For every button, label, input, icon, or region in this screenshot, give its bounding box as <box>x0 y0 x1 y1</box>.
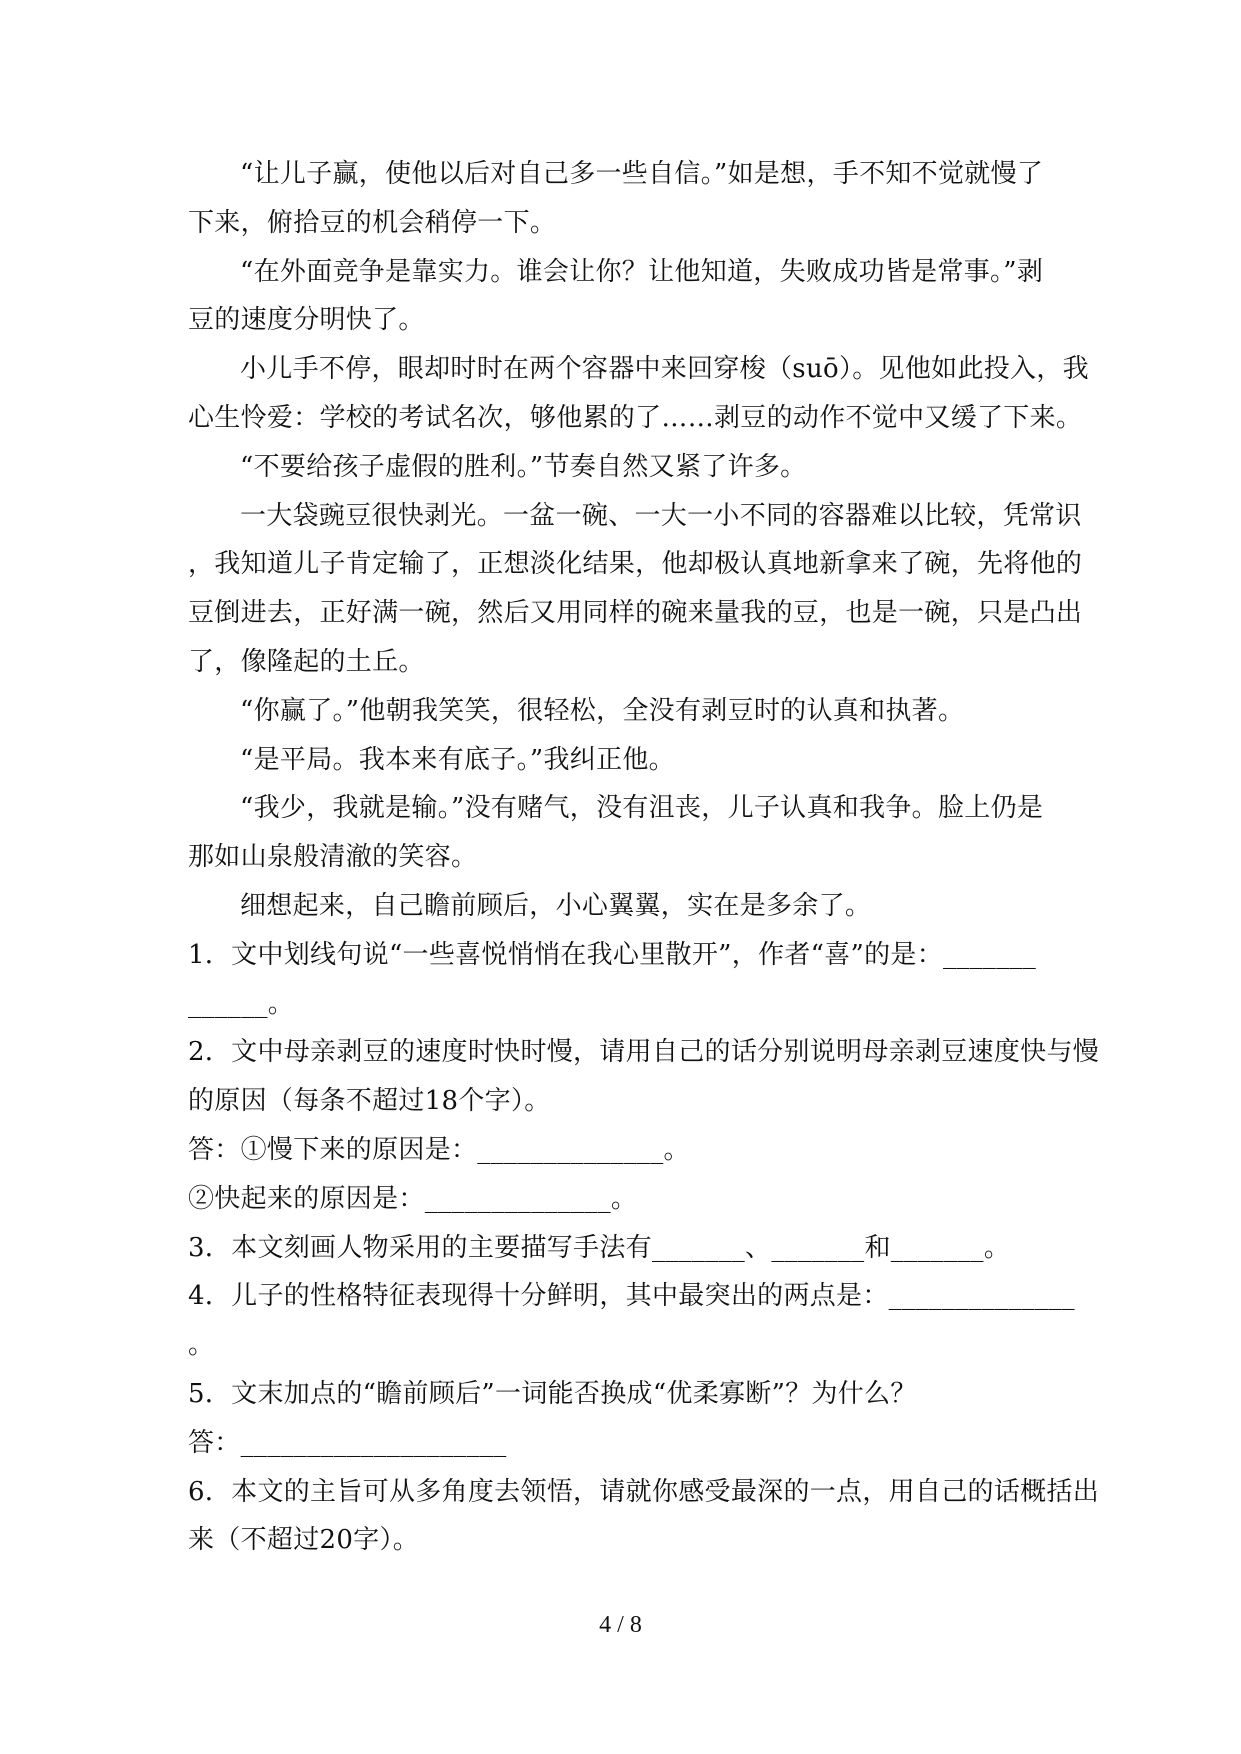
text-line: 了，像隆起的土丘。 <box>188 646 425 677</box>
text-line: “让儿子赢，使他以后对自己多一些自信。”如是想，手不知不觉就慢了 <box>240 159 1044 189</box>
question-line: 5．文末加点的“瞻前顾后”一词能否换成“优柔寡断”？为什么？ <box>188 1378 917 1409</box>
text-line: 下来，俯拾豆的机会稍停一下。 <box>188 207 557 238</box>
text-line: “我少，我就是输。”没有赌气，没有沮丧，儿子认真和我争。脸上仍是 <box>240 793 1044 824</box>
answer-line: ②快起来的原因是：______________。 <box>188 1183 638 1214</box>
question-line: 4．儿子的性格特征表现得十分鲜明，其中最突出的两点是：______________ <box>188 1281 1075 1312</box>
text-line: 豆的速度分明快了。 <box>188 305 425 336</box>
answer-line: 答：____________________ <box>188 1427 507 1458</box>
document-body <box>188 150 1100 1565</box>
text-line: 豆倒进去，正好满一碗，然后又用同样的碗来量我的豆，也是一碗，只是凸出 <box>188 598 1083 629</box>
text-line: 小儿手不停，眼却时时在两个容器中来回穿梭（suō）。见他如此投入，我 <box>240 354 1089 385</box>
question-line: 3．本文刻画人物采用的主要描写手法有_______、_______和_______。 <box>188 1232 1011 1263</box>
answer-line: 答：①慢下来的原因是：______________。 <box>188 1134 690 1165</box>
text-line: ，我知道儿子肯定输了，正想淡化结果，他却极认真地新拿来了碗，先将他的 <box>188 549 1083 580</box>
text-line: “是平局。我本来有底子。”我纠正他。 <box>240 744 675 775</box>
question-line: 1．文中划线句说“一些喜悦悄悄在我心里散开”，作者“喜”的是：_______ <box>188 939 1037 970</box>
question-line: 的原因（每条不超过18个字）。 <box>188 1086 551 1117</box>
question-line: 。 <box>188 1330 215 1361</box>
question-line: 6．本文的主旨可从多角度去领悟，请就你感受最深的一点，用自己的话概括出 <box>188 1476 1100 1507</box>
text-line: “你赢了。”他朝我笑笑，很轻松，全没有剥豆时的认真和执著。 <box>240 695 965 726</box>
question-line: ______。 <box>188 988 295 1019</box>
text-line: 细想起来，自己瞻前顾后，小心翼翼，实在是多余了。 <box>240 890 872 921</box>
question-line: 来（不超过20字）。 <box>188 1525 420 1556</box>
text-line: “在外面竞争是靠实力。谁会让你？让他知道，失败成功皆是常事。”剥 <box>240 256 1044 287</box>
text-line: 那如山泉般清澈的笑容。 <box>188 842 478 873</box>
text-line: 心生怜爱：学校的考试名次，够他累的了……剥豆的动作不觉中又缓了下来。 <box>188 402 1083 433</box>
text-line: 一大袋豌豆很快剥光。一盆一碗、一大一小不同的容器难以比较，凭常识 <box>240 500 1082 531</box>
question-line: 2．文中母亲剥豆的速度时快时慢，请用自己的话分别说明母亲剥豆速度快与慢 <box>188 1037 1100 1068</box>
page-number: 4 / 8 <box>599 1612 642 1638</box>
text-line: “不要给孩子虚假的胜利。”节奏自然又紧了许多。 <box>240 451 807 482</box>
